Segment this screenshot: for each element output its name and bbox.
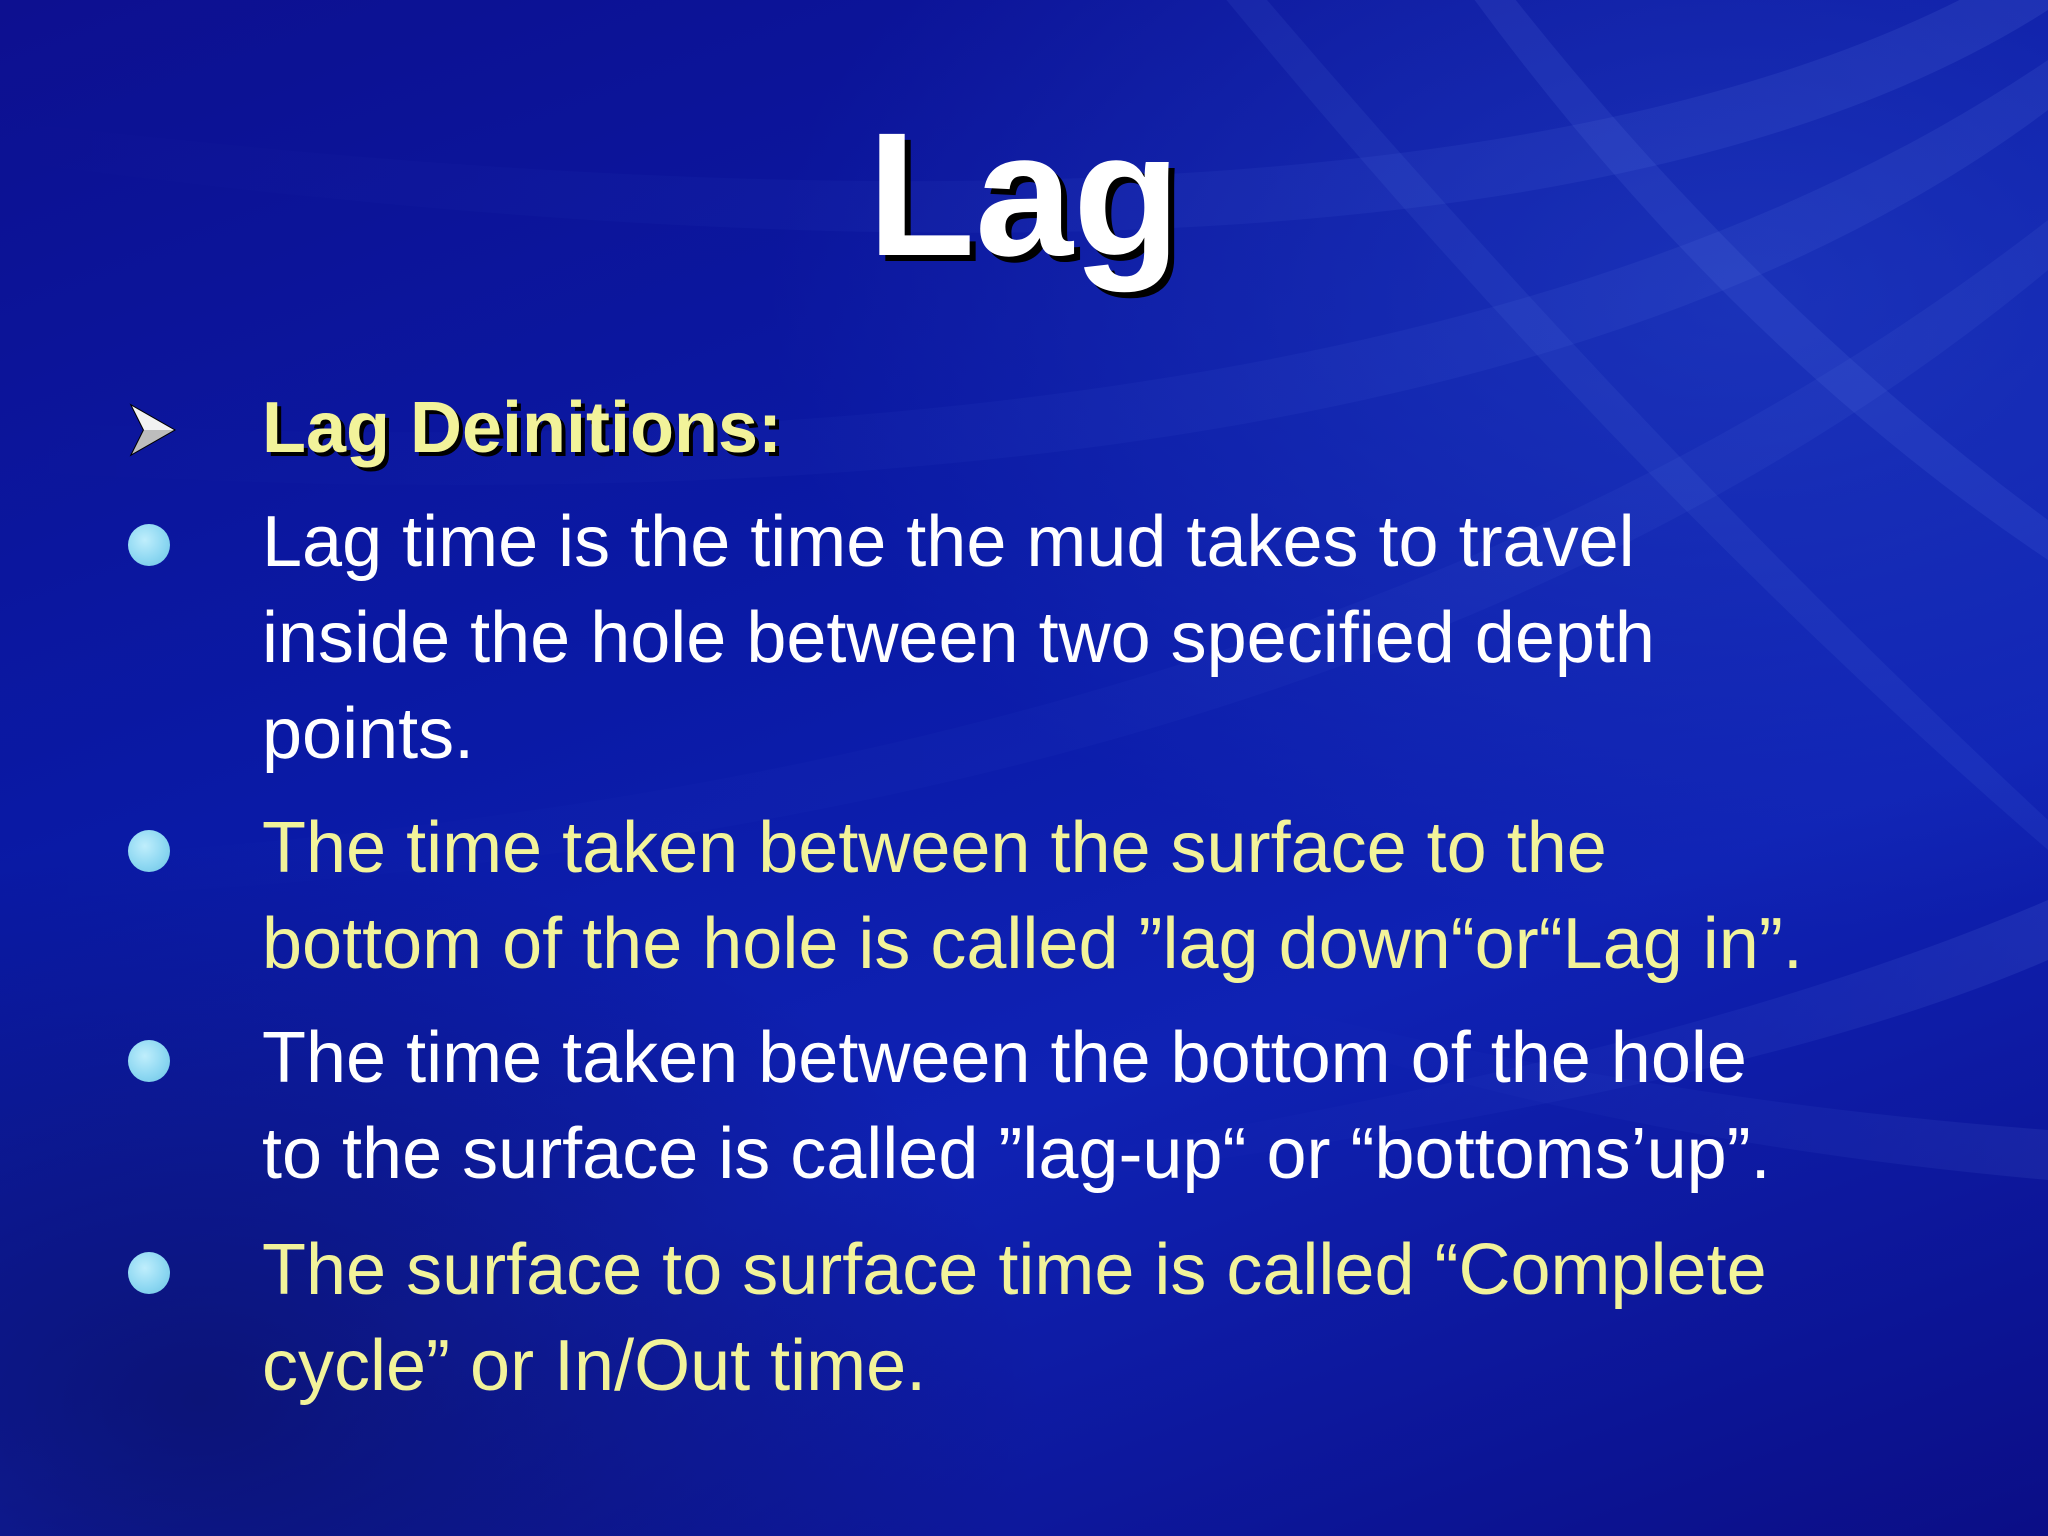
bullet-line: points. xyxy=(262,694,475,774)
bullet-text xyxy=(262,1222,2002,1414)
list-heading-text: Lag Deinitions: xyxy=(262,388,782,468)
bullet-text xyxy=(262,800,2002,992)
bullet-line: inside the hole between two specified depth xyxy=(262,598,1655,678)
circle-bullet-icon xyxy=(128,830,170,872)
circle-bullet-icon xyxy=(128,1252,170,1294)
bullet-line: cycle” or In/Out time. xyxy=(262,1326,927,1406)
arrow-bullet-icon xyxy=(128,402,178,458)
circle-bullet-icon xyxy=(128,1040,170,1082)
circle-bullet-icon xyxy=(128,524,170,566)
bullet-line: bottom of the hole is called ”lag down“or“Lag in”. xyxy=(262,904,1803,984)
bullet-line: Lag time is the time the mud takes to travel xyxy=(262,502,1635,582)
bullet-line: The time taken between the bottom of the hole xyxy=(262,1018,1747,1098)
slide-title: Lag xyxy=(867,97,1181,293)
bullet-line: to the surface is called ”lag-up“ or “bottoms’up”. xyxy=(262,1114,1771,1194)
bullet-line: The surface to surface time is called “Complete xyxy=(262,1230,1767,1310)
bullet-text xyxy=(262,1010,2002,1202)
bullet-line: The time taken between the surface to the xyxy=(262,808,1607,888)
bullet-text xyxy=(262,494,2002,782)
